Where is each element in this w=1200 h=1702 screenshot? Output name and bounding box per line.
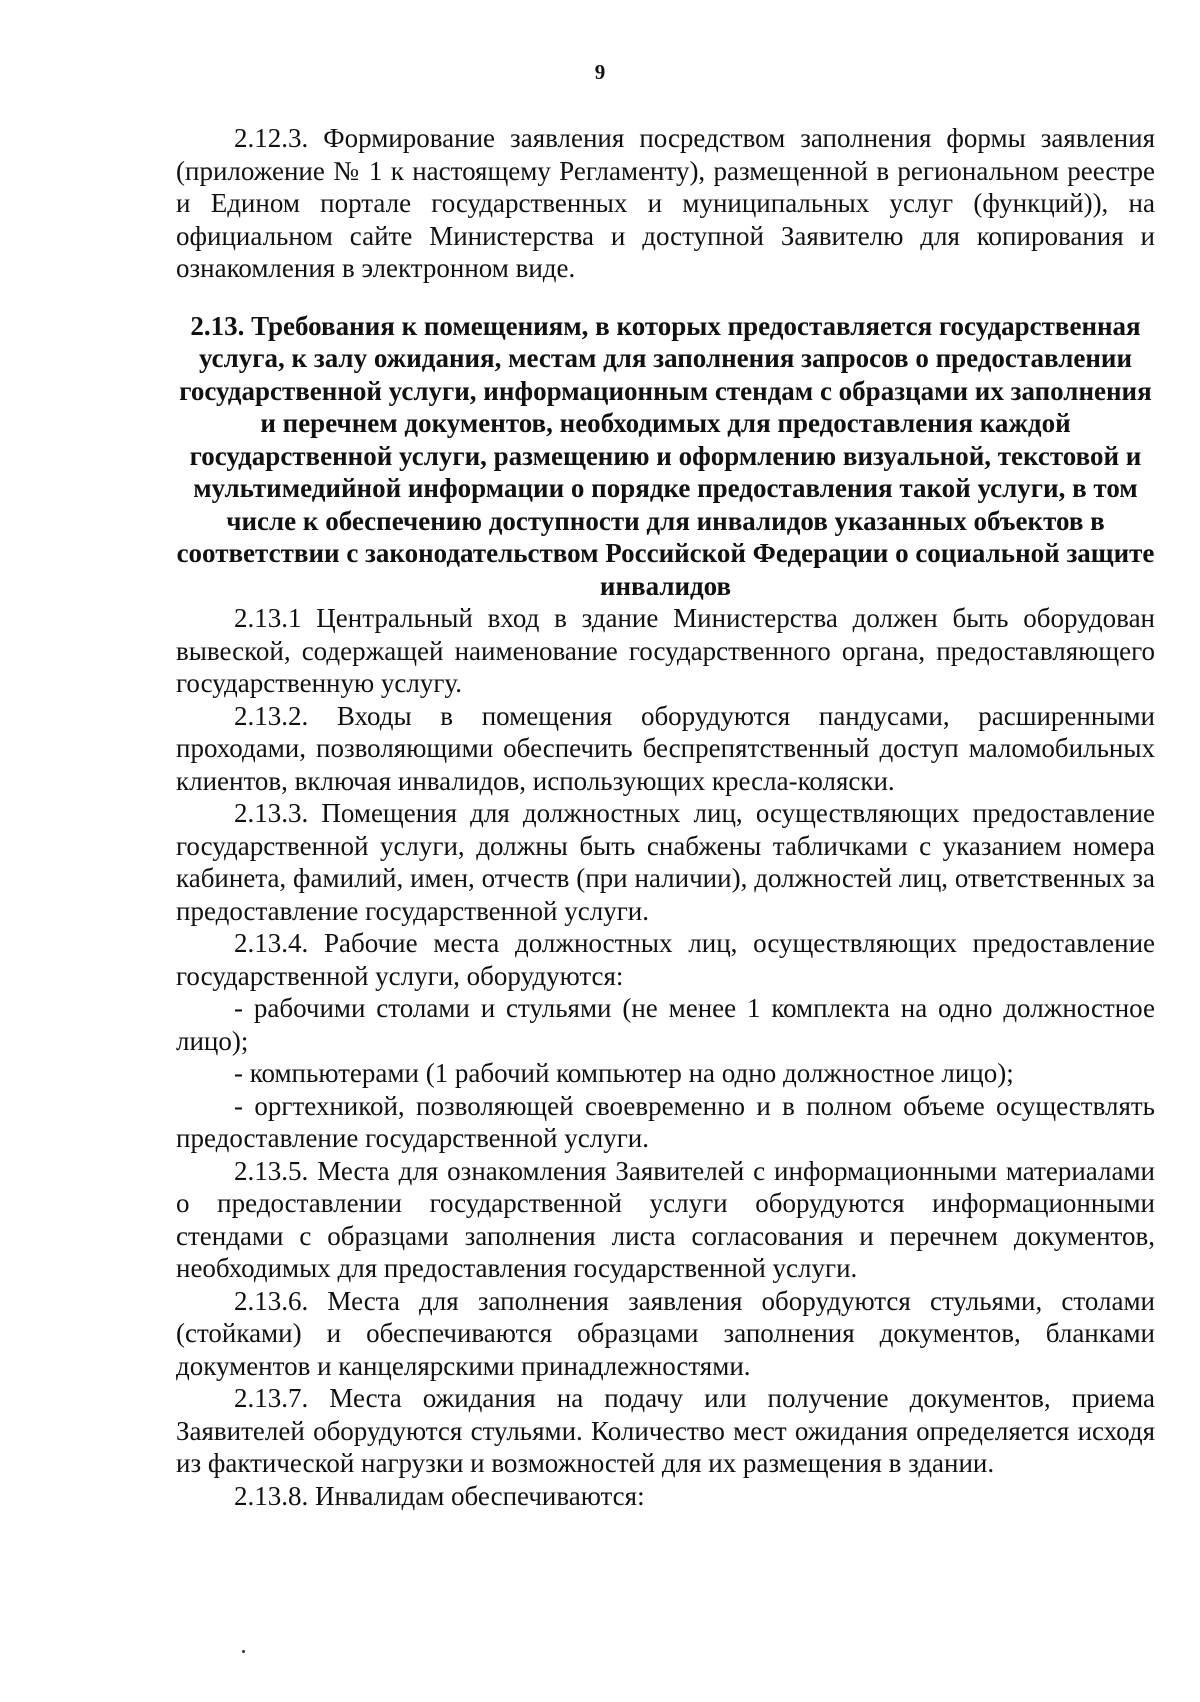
scan-speck xyxy=(242,1650,245,1653)
document-body xyxy=(176,122,1155,1512)
section-heading-2-13: 2.13. Требования к помещениям, в которых предоставляется государственная услуга, к залу ожидания, местам для заполнения запросов о предоставлении государственной услуги, информационным стендам с образцами их заполнения и перечнем документов, необходимых для предоставления каждой государственной услуги, размещению и оформлению визуальной, текстовой и мультимедийной информации о порядке предоставления такой услуги, в том числе к обеспечению доступности для инвалидов указанных объектов в соответствии с законодательством Российской Федерации о социальной защите инвалидов xyxy=(176,310,1155,601)
paragraph-2-13-3: 2.13.3. Помещения для должностных лиц, осуществляющих предоставление государственной услуги, должны быть снабжены табличками с указанием номера кабинета, фамилий, имен, отчеств (при наличии), должностей лиц, ответственных за предоставление государственной услуги. xyxy=(176,798,1155,926)
list-item-office-equipment: - оргтехникой, позволяющей своевременно и в полном объеме осуществлять предоставление государственной услуги. xyxy=(176,1090,1155,1153)
list-item-computers: - компьютерами (1 рабочий компьютер на одно должностное лицо); xyxy=(234,1058,1014,1088)
paragraph-2-13-2: 2.13.2. Входы в помещения оборудуются пандусами, расширенными проходами, позволяющими обеспечить беспрепятственный доступ маломобильных клиентов, включая инвалидов, использующих кресла-коляски. xyxy=(176,700,1155,796)
paragraph-2-12-3: 2.12.3. Формирование заявления посредством заполнения формы заявления (приложение № 1 к настоящему Регламенту), размещенной в региональном реестре и Едином портале государственных и муниципальных услуг (функций)), на официальном сайте Министерства и доступной Заявителю для копирования и ознакомления в электронном виде. xyxy=(176,123,1155,283)
paragraph-2-13-5: 2.13.5. Места для ознакомления Заявителей с информационными материалами о предоставлении государственной услуги оборудуются информационными стендами с образцами заполнения листа согласования и перечнем документов, необходимых для предоставления государственной услуги. xyxy=(176,1155,1155,1283)
paragraph-2-13-6: 2.13.6. Места для заполнения заявления оборудуются стульями, столами (стойками) и обеспечиваются образцами заполнения документов, бланками документов и канцелярскими принадлежностями. xyxy=(176,1285,1155,1381)
paragraph-2-13-7: 2.13.7. Места ожидания на подачу или получение документов, приема Заявителей оборудуются стульями. Количество мест ожидания определяется исходя из фактической нагрузки и возможностей для их размещения в здании. xyxy=(176,1383,1155,1478)
paragraph-2-13-1: 2.13.1 Центральный вход в здание Министерства должен быть оборудован вывеской, содержащей наименование государственного органа, предоставляющего государственную услугу. xyxy=(176,603,1155,698)
list-item-desks: - рабочими столами и стульями (не менее 1 комплекта на одно должностное лицо); xyxy=(176,993,1155,1056)
paragraph-2-13-8: 2.13.8. Инвалидам обеспечиваются: xyxy=(234,1480,645,1511)
page-number: 9 xyxy=(594,60,606,84)
paragraph-2-13-4: 2.13.4. Рабочие места должностных лиц, осуществляющих предоставление государственной услуги, оборудуются: xyxy=(176,928,1155,991)
